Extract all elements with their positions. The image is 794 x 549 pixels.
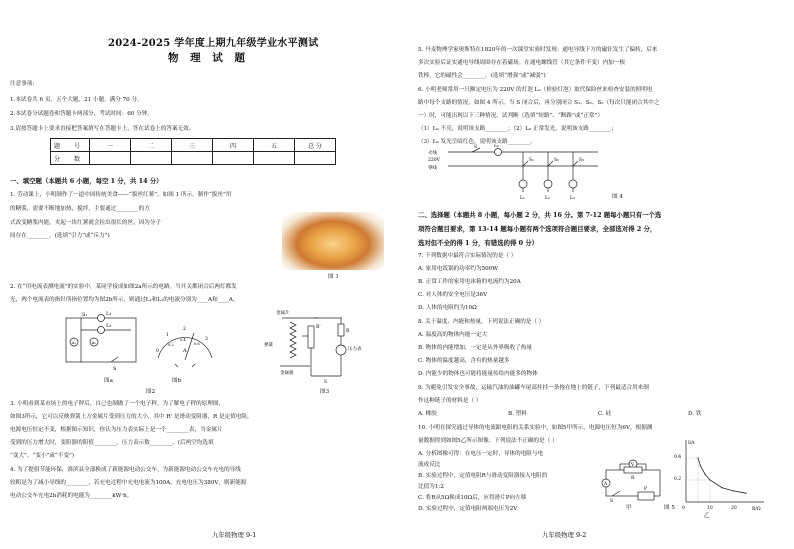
dial-label: 0.6 bbox=[194, 342, 200, 346]
question-line: 3. 小明看到某市场上的电子秤后，自己也制做了一个电子秤，为了解电子秤的原理图， bbox=[10, 401, 225, 407]
diagram-label: 金属片 bbox=[276, 311, 290, 316]
section-heading: 选对但不全的得 1 分，有错选的得 0 分） bbox=[418, 239, 539, 247]
score-table-cell: 一 bbox=[90, 139, 131, 152]
tick-label: 0.4 bbox=[674, 455, 682, 460]
candied-sweet-potato-photo bbox=[282, 212, 384, 270]
dial-label: 3 bbox=[205, 337, 208, 342]
current-resistance-graph bbox=[672, 436, 768, 512]
graph-point bbox=[697, 457, 698, 458]
question-line: “变大”、“变小”或“不变”) bbox=[10, 453, 75, 459]
question-line: 1. 劳动课上，小明制作了一道中国传统美食——“拔丝红薯”，如图 1 所示，制作“拔丝”用 bbox=[10, 192, 232, 198]
score-table-cell: 总 分 bbox=[295, 139, 336, 152]
figure-caption: 图 1 bbox=[328, 274, 339, 280]
circuit-label: R bbox=[631, 476, 635, 481]
dial-label: 0.2 bbox=[168, 343, 174, 347]
question-line: 2. 在“用电流表测电流”的实验中，某同学接成如图2a所示的电路。当开关都闭合后两灯都发 bbox=[10, 284, 237, 290]
dial-label: 1 bbox=[166, 333, 169, 338]
notice-line: 1.本试卷共 6 页，五个大题，21 小题，满分 70 分。 bbox=[10, 97, 143, 103]
question-line: 路中每个支路的情况，如图 4 所示。当 S 闭合后，再分别闭合 S₁、S₂、S₃（每次只能闭合其中之 bbox=[418, 100, 660, 106]
figure-caption: 图3 bbox=[320, 389, 330, 395]
diagram-label: 弹簧 bbox=[264, 343, 273, 348]
question-line: 间存在________。(选填“引力”或“斥力”) bbox=[10, 233, 110, 239]
dial-label: 0.4 bbox=[180, 338, 186, 342]
page-footer: 九年级物理 9-2 bbox=[542, 531, 587, 539]
score-table-cell: 五 bbox=[254, 139, 295, 152]
tick-label: 0.2 bbox=[674, 477, 682, 482]
circuit-label: P bbox=[644, 487, 648, 492]
question-line: （3）L₀ 发光呈暗红色，说明该支路________。 bbox=[418, 139, 536, 145]
answer-option[interactable]: D. 铁 bbox=[688, 411, 702, 417]
diagram-label: 火线 bbox=[428, 151, 437, 156]
section-heading: 二、选择题（本题共 8 小题，每小题 2 分，共 16 分。第 7-12 题每小题只有一个选 bbox=[418, 211, 662, 219]
dial-label: 0 bbox=[156, 349, 159, 354]
question-stem: 10. 小明在探究通过导体的电流跟电阻的关系实验中，如图5甲所示，电源电压恒为6V，根据测 bbox=[418, 425, 653, 431]
graph-point bbox=[745, 493, 746, 494]
answer-option[interactable]: D. 人体的电阻约为10Ω bbox=[418, 305, 477, 311]
answer-option[interactable]: C. 对人体的安全电压是36V bbox=[418, 292, 488, 298]
dial-label: 2 bbox=[183, 327, 186, 332]
right-page bbox=[404, 0, 794, 549]
diagram-label: 金属板 bbox=[280, 371, 294, 376]
question-line: 受到的压力增大时，变阻器的阻值________，压力表示数________。(后两空均选填 bbox=[10, 440, 214, 446]
circuit-label: S₁ bbox=[82, 312, 88, 318]
lamp-circuit-diagram-4 bbox=[428, 144, 608, 206]
diagram-label: 压力表 bbox=[348, 347, 362, 352]
question-line: 如图3所示，它可以反映弹簧上方金属片受到压力的大小，其中 R' 是滑动变阻器，R 是定值电阻， bbox=[10, 414, 253, 420]
answer-option[interactable]: A. 家用电饭锅的功率约为500W bbox=[418, 266, 498, 272]
question-stem: 9. 为避免引发安全事故，运输汽油的油罐车尾部挂挂一条拖在地上的链子，下列最适合用来制 bbox=[418, 385, 649, 391]
figure-caption: 图 5 bbox=[664, 505, 675, 511]
question-line: （1）L₀ 不亮，说明该支路________；（2）L₀ 正常发光，说明该支路________； bbox=[418, 126, 617, 132]
figure-label: 甲 bbox=[626, 505, 632, 511]
circuit-label: S bbox=[113, 366, 117, 372]
notice-line: 2.本试卷分试题卷和答题卡两部分，考试时间：60 分钟。 bbox=[10, 111, 153, 117]
circuit-label: A bbox=[604, 482, 608, 487]
figure-caption: 图b bbox=[172, 378, 182, 384]
section-heading: 项符合题目要求，第 13-14 题每小题有两个选项符合题目要求，全部选对得 2 分， bbox=[418, 225, 657, 233]
answer-option[interactable]: B. 塑料 bbox=[508, 411, 527, 417]
diagram-label: L₂ bbox=[545, 196, 550, 201]
diagram-label: S bbox=[324, 380, 328, 385]
notice-heading: 注意事项: bbox=[10, 81, 35, 87]
question-line: 光，两个电流表的指针所指位置均为图2b所示，则通过L₁和L₂的电流分别为____A和____A。 bbox=[10, 297, 239, 303]
question-stem: 7. 下列数据中最符合实际情况的是（ ） bbox=[418, 253, 517, 259]
circuit-diagram-2a bbox=[56, 308, 146, 376]
answer-option[interactable]: C. 将R从5Ω换成10Ω后，应将滑片P向左移 bbox=[418, 495, 527, 501]
ammeter-dial-2b bbox=[150, 318, 220, 368]
circuit-label: A₁ bbox=[71, 340, 76, 345]
axis-label: R/Ω bbox=[752, 507, 761, 512]
diagram-label: L₁ bbox=[520, 196, 525, 201]
graph-point bbox=[705, 474, 706, 475]
answer-option[interactable]: A. 温度高的物体内能一定大 bbox=[418, 332, 488, 338]
score-input-cell[interactable] bbox=[131, 152, 172, 165]
notice-line: 3.请按答题卡上要求直接把答案填写在答题卡上，答在试卷上的答案无效。 bbox=[10, 126, 195, 132]
question-line: 6. 小明老师常用一只额定电压为 220V 的灯泡 L₀（检验灯泡）取代保险丝来检查安装的照明电 bbox=[418, 87, 653, 93]
question-line: 5. 丹麦物理学家奥斯特在1820年的一次课堂实验时发现：通电导线下方的磁针发生了偏转，后来 bbox=[418, 47, 658, 53]
exam-subtitle: 物 理 试 题 bbox=[168, 52, 249, 64]
answer-option[interactable]: B. 实验过程中，定值电阻R与滑动变阻器接入电阻的 bbox=[418, 473, 548, 479]
score-table bbox=[50, 138, 336, 165]
question-stem: 作这种链子的材料是（ ） bbox=[418, 398, 482, 404]
diagram-label: R' bbox=[316, 325, 321, 330]
circuit-label: L₂ bbox=[106, 323, 112, 329]
answer-option-cont: 流成反比 bbox=[418, 462, 441, 468]
graph-point bbox=[721, 487, 722, 488]
score-table-cell: 三 bbox=[172, 139, 213, 152]
answer-option[interactable]: A. 分析图像可得：在电压一定时，导体的电阻与电 bbox=[418, 451, 544, 457]
score-table-cell: 分 数 bbox=[51, 152, 90, 165]
exam-title: 2024-2025 学年度上期九年级学业水平测试 bbox=[108, 38, 319, 49]
question-line: 式改变糖浆内能，夹起一块红薯就会拉出很长的丝，因为分子 bbox=[10, 220, 162, 226]
circuit-label: L₁ bbox=[106, 311, 112, 317]
graph-point bbox=[709, 479, 710, 480]
question-stem: 8. 关于温度、内能和热量，下列说法正确的是（ ） bbox=[418, 319, 545, 325]
dial-label: A bbox=[183, 348, 187, 354]
score-table-cell: 四 bbox=[213, 139, 254, 152]
question-line: 一）时，可能出现以下三种情况，试判断（选填“短路”、“断路”或“正常”） bbox=[418, 113, 603, 119]
question-stem: 量数据得到如图5乙所示图像。下列说法不正确的是（ ） bbox=[418, 438, 558, 444]
question-line: 电动公交车充电2h消耗的电能为________kW·h。 bbox=[10, 493, 133, 499]
page-footer: 九年级物理 9-1 bbox=[212, 531, 257, 539]
figure-caption: 图a bbox=[104, 378, 113, 384]
question-line: 铁棒，它的磁性会________。(选填“增强”或“减弱”) bbox=[418, 73, 546, 79]
score-table-cell: 题 号 bbox=[51, 139, 90, 152]
figure-caption: 图 4 bbox=[612, 194, 623, 200]
score-input-cell[interactable] bbox=[213, 152, 254, 165]
tick-label: 20 bbox=[731, 506, 737, 511]
circuit-label: V bbox=[631, 463, 635, 468]
circuit-diagram-5a bbox=[600, 456, 666, 502]
answer-option[interactable]: B. 物体的内能增加，一定是从外界吸收了热量 bbox=[418, 345, 532, 351]
score-input-cell[interactable] bbox=[172, 152, 213, 165]
answer-option-cont: 比值为1:2 bbox=[418, 484, 444, 490]
question-line: 4. 为了提倡节能环保，淮滨县全部换成了新能源电动公交车。为新能源电动公交车充电的导线 bbox=[10, 467, 241, 473]
score-input-cell[interactable] bbox=[254, 152, 295, 165]
section-heading: 一、填空题（本题共 6 小题，每空 1 分，共 14 分） bbox=[10, 177, 163, 185]
question-line: 较粗是为了减小导线的________，若充电过程中充电电流为100A，充电电压为380V，则新能源 bbox=[10, 480, 247, 486]
figure-label: 乙 bbox=[704, 513, 710, 519]
answer-option[interactable]: C. 物体的温度越高，含有的热量越多 bbox=[418, 358, 510, 364]
diagram-label: L₀ bbox=[494, 144, 499, 149]
graph-point bbox=[700, 465, 701, 466]
electronic-scale-diagram-3 bbox=[262, 306, 362, 386]
tick-label: 0 bbox=[682, 506, 685, 511]
axis-label: I/A bbox=[688, 441, 695, 446]
question-line: 电源电压恒定不变，根据图示知识，你认为压力表实际上是一个________表，当金属片 bbox=[10, 427, 223, 433]
answer-option[interactable]: D. 实验过程中，定值电阻两端电压为2V bbox=[418, 506, 518, 512]
circuit-label: S bbox=[610, 499, 614, 502]
diagram-label: L₃ bbox=[570, 196, 575, 201]
score-input-cell[interactable] bbox=[90, 152, 131, 165]
answer-option[interactable]: A. 橡胶 bbox=[418, 411, 437, 417]
question-line: 的糖浆，需要不断地加热，搅拌，主要通过________的方 bbox=[10, 206, 150, 212]
score-table-cell: 二 bbox=[131, 139, 172, 152]
answer-option[interactable]: B. 正常工作的家用电冰箱的电流约为20A bbox=[418, 279, 521, 285]
answer-option[interactable]: C. 硅 bbox=[598, 411, 612, 417]
circuit-label: A₂ bbox=[91, 340, 96, 345]
figure-caption: 图2 bbox=[146, 389, 156, 395]
graph-point bbox=[733, 490, 734, 491]
diagram-label: S₁ bbox=[529, 158, 534, 163]
diagram-label: S₂ bbox=[554, 158, 559, 163]
diagram-label: S bbox=[474, 145, 478, 150]
diagram-label: 220V bbox=[428, 158, 440, 163]
tick-label: 10 bbox=[707, 506, 713, 511]
question-line: 多次实验后证实通电导线周围存在着磁场。在通电螺线管（其它条件不变）内加一根 bbox=[418, 60, 625, 66]
diagram-label: R bbox=[346, 329, 350, 334]
answer-option[interactable]: D. 内能少的物体也可能将能量传给内能多的物体 bbox=[418, 371, 538, 377]
score-input-cell[interactable] bbox=[295, 152, 336, 165]
diagram-label: 零线 bbox=[428, 166, 437, 171]
diagram-label: S₃ bbox=[579, 158, 584, 163]
